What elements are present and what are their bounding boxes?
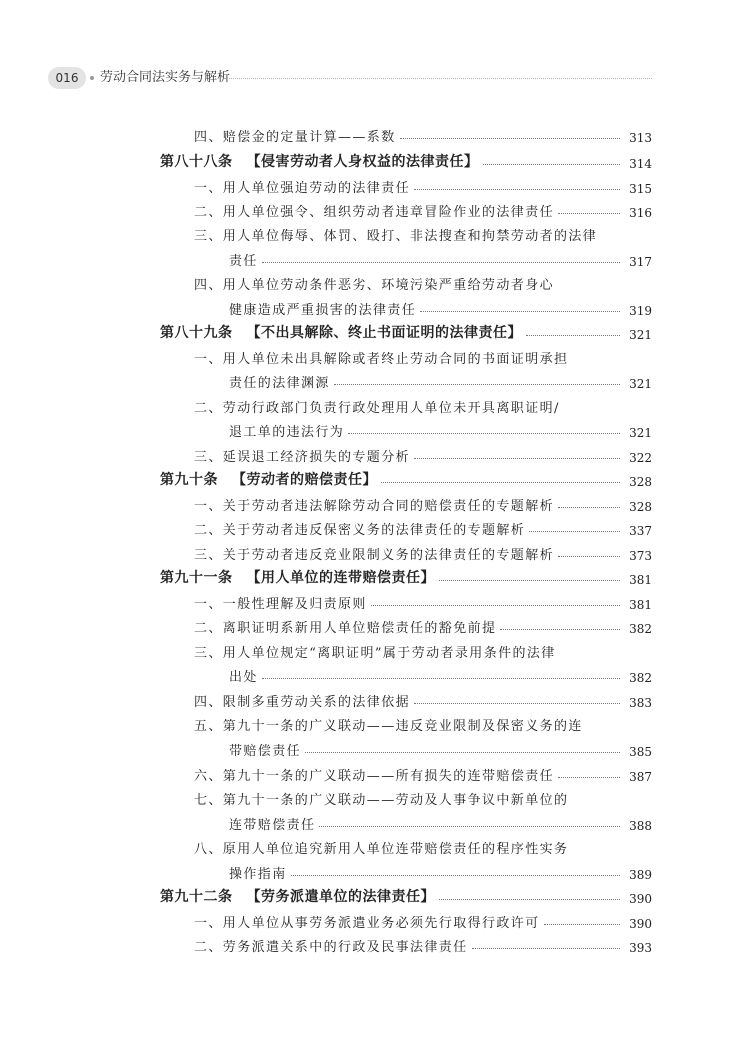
toc-entry-continuation: 健康造成严重损害的法律责任 319 — [229, 303, 652, 318]
toc-entry-continuation: 退工单的违法行为 321 — [229, 425, 652, 440]
toc-article — [160, 147, 652, 171]
toc-article — [160, 318, 652, 342]
dot-leader — [472, 948, 620, 949]
article-label: 第九十二条 — [160, 889, 233, 905]
page-ref: 321 — [629, 426, 652, 440]
dot-leader — [414, 458, 620, 459]
article-title: 【不出具解除、终止书面证明的法律责任】 — [246, 325, 522, 341]
article-title: 【用人单位的连带赔偿责任】 — [246, 570, 435, 586]
toc-entry: 一、用人单位从事劳务派遣业务必须先行取得行政许可 390 — [194, 916, 652, 931]
toc-entry: 二、劳务派遣关系中的行政及民事法律责任 393 — [194, 940, 652, 955]
article-label: 第八十八条 — [160, 154, 233, 170]
toc-entry-line: 四、用人单位劳动条件恶劣、环境污染严重给劳动者身心 — [194, 278, 555, 293]
toc-entry-line: 八、原用人单位追究新用人单位连带赔偿责任的程序性实务 — [194, 842, 569, 857]
toc-entry-continuation: 操作指南 389 — [229, 867, 652, 882]
page-ref: 337 — [629, 524, 652, 538]
toc-entry-continuation: 责任的法律渊源 321 — [229, 376, 652, 391]
page-ref: 373 — [629, 549, 652, 563]
dot-leader — [305, 752, 620, 753]
page-ref: 313 — [629, 131, 652, 145]
toc-entry: 二、用人单位强令、组织劳动者违章冒险作业的法律责任 316 — [194, 205, 652, 220]
dot-leader — [529, 531, 620, 532]
toc-entry: 一、一般性理解及归责原则 381 — [194, 597, 652, 612]
toc-entry-continuation: 出处 382 — [229, 670, 652, 685]
page-ref: 328 — [629, 500, 652, 514]
dot-leader — [348, 433, 620, 434]
toc-entry: 一、用人单位强迫劳动的法律责任 315 — [194, 181, 652, 196]
dot-leader — [262, 678, 620, 679]
toc-entry: 二、离职证明系新用人单位赔偿责任的豁免前提 382 — [194, 621, 652, 636]
dot-leader — [439, 899, 620, 900]
toc-entry-line: 七、第九十一条的广义联动——劳动及人事争议中新单位的 — [194, 793, 569, 808]
dot-leader — [414, 189, 620, 190]
dot-leader — [439, 580, 620, 581]
toc-entry: 一、关于劳动者违法解除劳动合同的赔偿责任的专题解析 328 — [194, 499, 652, 514]
page-ref: 390 — [629, 917, 652, 931]
page-ref: 381 — [629, 598, 652, 612]
dot-leader — [371, 605, 620, 606]
page-ref: 385 — [629, 745, 652, 759]
page-ref: 389 — [629, 868, 652, 882]
dot-leader — [334, 384, 620, 385]
toc-entry-line: 三、用人单位侮辱、体罚、殴打、非法搜查和拘禁劳动者的法律 — [194, 229, 598, 244]
page-ref: 381 — [629, 573, 652, 587]
article-label: 第八十九条 — [160, 325, 233, 341]
toc-entry-continuation: 责任 317 — [229, 254, 652, 269]
toc-article — [160, 465, 652, 489]
article-title: 【劳务派遣单位的法律责任】 — [246, 889, 435, 905]
toc-entry-line: 一、用人单位未出具解除或者终止劳动合同的书面证明承担 — [194, 352, 569, 367]
page-ref: 319 — [629, 304, 652, 318]
toc-entry-line: 五、第九十一条的广义联动——违反竞业限制及保密义务的连 — [194, 719, 583, 734]
toc-entry: 四、赔偿金的定量计算——系数 313 — [194, 130, 652, 145]
dot-leader — [558, 777, 620, 778]
page-ref: 382 — [629, 622, 652, 636]
book-title: 劳动合同法实务与解析 — [100, 70, 231, 85]
toc-article — [160, 563, 652, 587]
toc-entry: 三、延误退工经济损失的专题分析 322 — [194, 450, 652, 465]
toc-entry-continuation: 带赔偿责任 385 — [229, 744, 652, 759]
page-ref: 314 — [629, 157, 652, 171]
dot-leader — [381, 482, 620, 483]
toc-entry-line: 二、劳动行政部门负责行政处理用人单位未开具离职证明/ — [194, 401, 560, 416]
page-ref: 328 — [629, 475, 652, 489]
dot-leader — [420, 311, 620, 312]
dot-leader — [558, 213, 620, 214]
dot-leader — [400, 138, 620, 139]
dot-leader — [483, 164, 621, 165]
page-ref: 387 — [629, 770, 652, 784]
article-title: 【侵害劳动者人身权益的法律责任】 — [246, 154, 479, 170]
page-ref: 321 — [629, 328, 652, 342]
dot-leader — [414, 703, 620, 704]
article-label: 第九十一条 — [160, 570, 233, 586]
page-ref: 316 — [629, 206, 652, 220]
toc-entry: 四、限制多重劳动关系的法律依据 383 — [194, 695, 652, 710]
header-rule — [224, 78, 652, 79]
article-label: 第九十条 — [160, 472, 218, 488]
page-ref: 322 — [629, 451, 652, 465]
dot-leader — [558, 556, 620, 557]
toc-entry: 三、关于劳动者违反竞业限制义务的法律责任的专题解析 373 — [194, 548, 652, 563]
page-ref: 383 — [629, 696, 652, 710]
page-ref: 317 — [629, 255, 652, 269]
page-ref: 390 — [629, 892, 652, 906]
toc-entry: 六、第九十一条的广义联动——所有损失的连带赔偿责任 387 — [194, 769, 652, 784]
page-ref: 382 — [629, 671, 652, 685]
article-title: 【劳动者的赔偿责任】 — [232, 472, 377, 488]
dot-leader — [544, 924, 620, 925]
dot-leader — [262, 262, 620, 263]
dot-leader — [500, 629, 620, 630]
toc-entry-continuation: 连带赔偿责任 388 — [229, 818, 652, 833]
toc-article — [160, 882, 652, 906]
dot-leader — [558, 507, 620, 508]
header-bullet — [90, 76, 94, 80]
page-ref: 321 — [629, 377, 652, 391]
page-ref: 393 — [629, 941, 652, 955]
dot-leader — [526, 335, 620, 336]
page-ref: 315 — [629, 182, 652, 196]
dot-leader — [319, 826, 620, 827]
page-ref: 388 — [629, 819, 652, 833]
toc-entry: 二、关于劳动者违反保密义务的法律责任的专题解析 337 — [194, 523, 652, 538]
dot-leader — [291, 875, 620, 876]
running-header — [48, 67, 652, 89]
page-number: 016 — [48, 67, 86, 89]
toc-entry-line: 三、用人单位规定“离职证明”属于劳动者录用条件的法律 — [194, 646, 556, 661]
